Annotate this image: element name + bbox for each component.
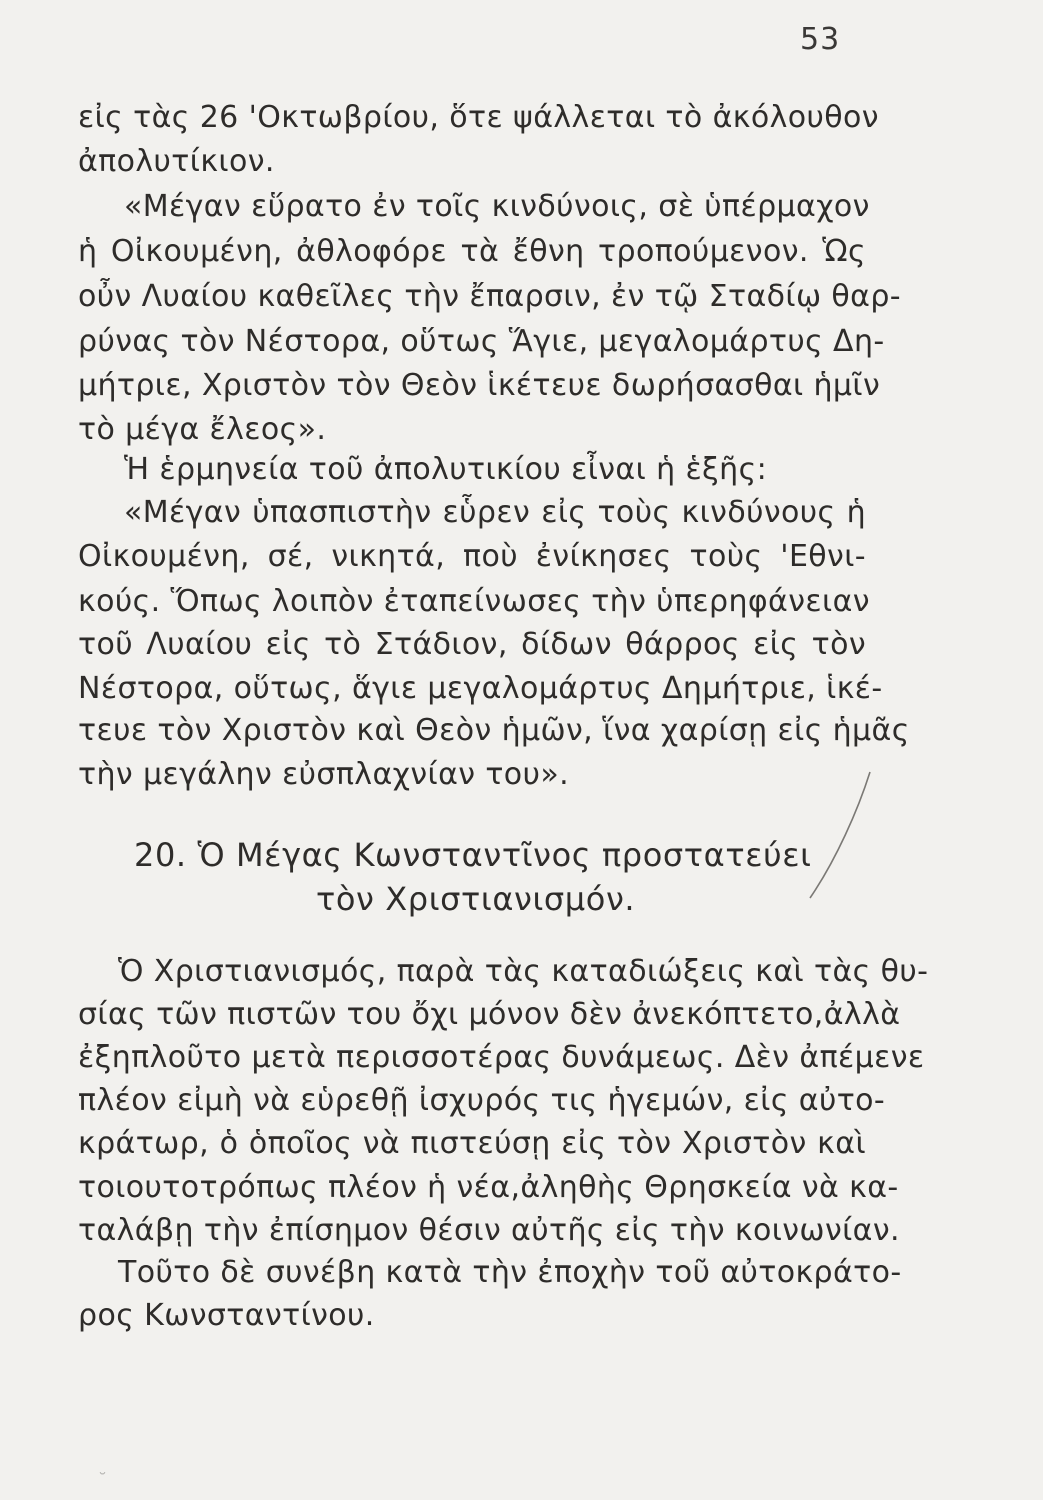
text-line: σίας τῶν πιστῶν του ὄχι μόνον δὲν ἀνεκόπτετο,ἀλλὰ <box>78 997 901 1032</box>
text-line: «Μέγαν εὕρατο ἐν τοῖς κινδύνοις, σὲ ὑπέρμαχον <box>124 189 870 224</box>
text-line: τὴν μεγάλην εὐσπλαχνίαν του». <box>78 757 570 792</box>
text-line: ἡ Οἰκουμένη, ἀθλοφόρε τὰ ἔθνη τροπούμενον. Ὡς <box>78 234 866 269</box>
text-line: Ὁ Χριστιανισμός, παρὰ τὰς καταδιώξεις καὶ τὰς θυ- <box>118 954 929 989</box>
text-line: κούς. Ὅπως λοιπὸν ἐταπείνωσες τὴν ὑπερηφάνειαν <box>78 584 870 619</box>
text-line: ταλάβῃ τὴν ἐπίσημον θέσιν αὐτῆς εἰς τὴν κοινωνίαν. <box>78 1213 900 1248</box>
text-line: ἐξηπλοῦτο μετὰ περισσοτέρας δυνάμεως. Δὲν ἀπέμενε <box>78 1040 925 1075</box>
paper-speck: ˘ <box>98 1470 107 1491</box>
text-line: εἰς τὰς 26 'Οκτωβρίου, ὅτε ψάλλεται τὸ ἀκόλουθον <box>78 100 879 135</box>
text-line: Τοῦτο δὲ συνέβη κατὰ τὴν ἐποχὴν τοῦ αὐτοκράτο- <box>118 1255 902 1290</box>
text-line: Ἡ ἑρμηνεία τοῦ ἀπολυτικίου εἶναι ἡ ἑξῆς: <box>124 452 768 487</box>
text-line: Νέστορα, οὕτως, ἅγιε μεγαλομάρτυς Δημήτριε, ἱκέ- <box>78 671 883 706</box>
text-line: πλέον εἰμὴ νὰ εὑρεθῇ ἰσχυρός τις ἡγεμών, εἰς αὐτο- <box>78 1083 886 1118</box>
text-line: μήτριε, Χριστὸν τὸν Θεὸν ἱκέτευε δωρήσασθαι ἡμῖν <box>78 368 881 403</box>
text-line: κράτωρ, ὁ ὁποῖος νὰ πιστεύσῃ εἰς τὸν Χριστὸν καὶ <box>78 1126 866 1161</box>
text-line: οὖν Λυαίου καθεῖλες τὴν ἔπαρσιν, ἐν τῷ Σταδίῳ θαρ- <box>78 279 901 314</box>
text-line: τοιουτοτρόπως πλέον ἡ νέα,ἀληθὴς Θρησκεία νὰ κα- <box>78 1170 899 1205</box>
text-line: τευε τὸν Χριστὸν καὶ Θεὸν ἡμῶν, ἵνα χαρίσῃ εἰς ἡμᾶς <box>78 713 910 748</box>
text-line: τοῦ Λυαίου εἰς τὸ Στάδιον, δίδων θάρρος εἰς τὸν <box>78 627 866 662</box>
pen-mark <box>800 770 880 900</box>
text-line: ἀπολυτίκιον. <box>78 144 275 179</box>
text-line: ρος Κωνσταντίνου. <box>78 1298 375 1333</box>
text-line: Οἰκουμένη, σέ, νικητά, ποὺ ἐνίκησες τοὺς 'Εθνι- <box>78 539 866 574</box>
text-line: τὸ μέγα ἔλεος». <box>78 412 327 447</box>
text-line: ρύνας τὸν Νέστορα, οὕτως Ἅγιε, μεγαλομάρτυς Δη- <box>78 324 885 359</box>
page-number: 53 <box>800 22 841 57</box>
text-line: «Μέγαν ὑπασπιστὴν εὗρεν εἰς τοὺς κινδύνους ἡ <box>124 495 866 530</box>
section-heading-line2: τὸν Χριστιανισμόν. <box>316 880 636 918</box>
section-heading-line1: 20. Ὁ Μέγας Κωνσταντῖνος προστατεύει <box>134 836 812 874</box>
